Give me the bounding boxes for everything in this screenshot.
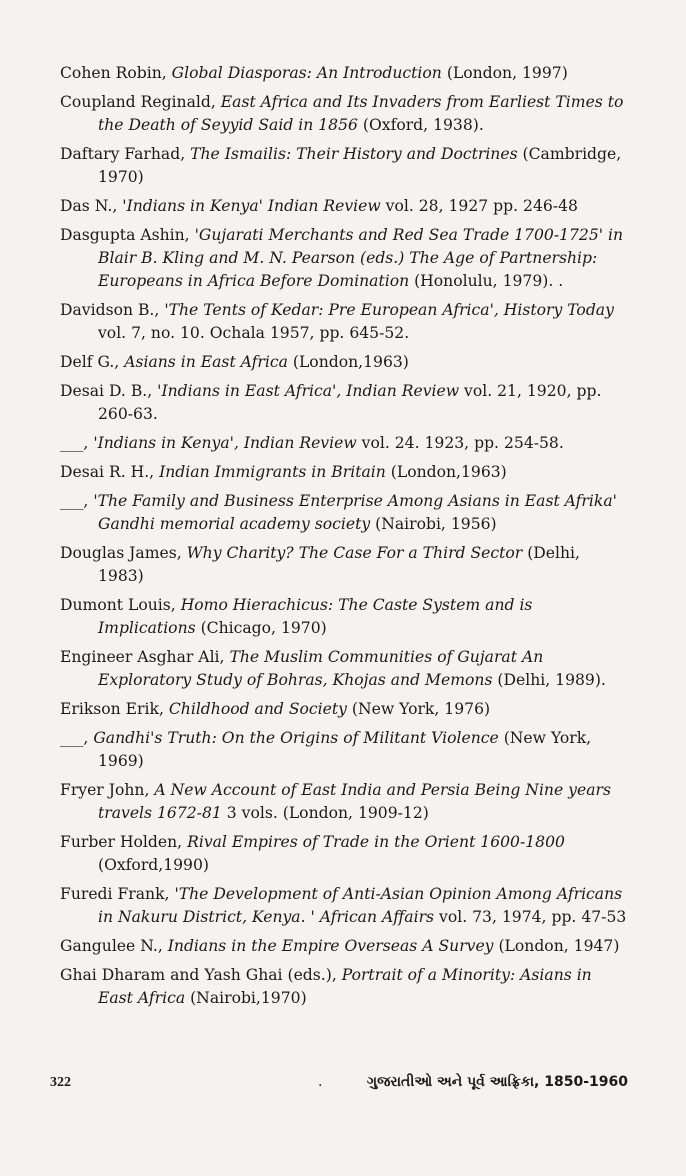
bibliography-entry	[60, 432, 630, 455]
entry-author: Furber Holden,	[60, 833, 188, 851]
entry-publication: (Oxford,1990)	[98, 856, 209, 874]
entry-publication: (Nairobi, 1956)	[370, 515, 497, 533]
entry-publication: vol. 7, no. 10. Ochala 1957, pp. 645-52.	[98, 324, 410, 342]
entry-author: Desai R. H.,	[60, 463, 160, 481]
bibliography-entry	[60, 935, 630, 958]
entry-author: ___,	[60, 434, 94, 452]
page-footer	[50, 1074, 628, 1091]
entry-publication: (Delhi, 1983)	[98, 544, 580, 585]
entry-title: 'The Family and Business Enterprise Among Asians in East Afrika' Gandhi memorial academy society	[93, 492, 617, 533]
entry-publication: (New York, 1976)	[346, 700, 491, 718]
entry-publication: (London,1963)	[287, 353, 409, 371]
entry-title: Portrait of a Minority: Asians in East Africa	[98, 966, 592, 1007]
entry-author: Furedi Frank,	[60, 885, 175, 903]
entry-title: 'Indians in Kenya' Indian Review	[122, 197, 381, 215]
bibliography-list	[60, 62, 630, 1016]
bibliography-entry	[60, 299, 630, 345]
bibliography-entry	[60, 62, 630, 85]
entry-publication: vol. 21, 1920, pp. 260-63.	[98, 382, 602, 423]
bibliography-entry	[60, 195, 630, 218]
entry-title: Childhood and Society	[168, 700, 347, 718]
entry-title: 'The Development of Anti-Asian Opinion Among Africans in Nakuru District, Kenya. ' African Affairs	[98, 885, 623, 926]
running-title: ગુજરાતીઓ અને પૂર્વ આફ્રિકા, 1850-1960	[366, 1074, 628, 1090]
bibliography-entry	[60, 964, 630, 1010]
entry-title: The Ismailis: Their History and Doctrines	[190, 145, 518, 163]
entry-author: Fryer John,	[60, 781, 155, 799]
bibliography-entry	[60, 91, 630, 137]
bibliography-entry	[60, 224, 630, 293]
entry-title: Indians in the Empire Overseas A Survey	[167, 937, 494, 955]
bibliography-entry	[60, 542, 630, 588]
entry-publication: (Oxford, 1938).	[357, 116, 484, 134]
entry-author: Das N.,	[60, 197, 123, 215]
entry-author: Cohen Robin,	[60, 64, 172, 82]
bibliography-entry	[60, 831, 630, 877]
entry-publication: vol. 73, 1974, pp. 47-53	[434, 908, 627, 926]
bibliography-entry	[60, 883, 630, 929]
entry-publication: (Nairobi,1970)	[185, 989, 307, 1007]
entry-title: A New Account of East India and Persia Being Nine years travels 1672-81	[98, 781, 611, 822]
entry-title: Rival Empires of Trade in the Orient 1600-1800	[187, 833, 565, 851]
bibliography-entry	[60, 698, 630, 721]
bibliography-entry	[60, 461, 630, 484]
entry-title: 'Indians in Kenya', Indian Review	[93, 434, 357, 452]
entry-title: Asians in East Africa	[124, 353, 288, 371]
entry-author: Gangulee N.,	[60, 937, 168, 955]
entry-title: 'The Tents of Kedar: Pre European Africa', History Today	[164, 301, 614, 319]
entry-publication: (New York, 1969)	[98, 729, 592, 770]
bibliography-entry	[60, 779, 630, 825]
entry-title: Homo Hierachicus: The Caste System and is Implications	[98, 596, 533, 637]
bibliography-entry	[60, 351, 630, 374]
entry-publication: (London,1963)	[385, 463, 507, 481]
bibliography-entry	[60, 490, 630, 536]
bibliography-entry	[60, 380, 630, 426]
entry-author: Desai D. B.,	[60, 382, 158, 400]
entry-author: Davidson B.,	[60, 301, 165, 319]
entry-publication: vol. 28, 1927 pp. 246-48	[380, 197, 578, 215]
entry-publication: (London, 1997)	[441, 64, 568, 82]
entry-publication: (Chicago, 1970)	[195, 619, 327, 637]
footer-dot: .	[318, 1074, 323, 1090]
entry-publication: (Cambridge, 1970)	[98, 145, 622, 186]
entry-title: The Muslim Communities of Gujarat An Exploratory Study of Bohras, Khojas and Memons	[98, 648, 544, 689]
entry-publication: (London, 1947)	[493, 937, 620, 955]
entry-title: Gandhi's Truth: On the Origins of Militant Violence	[93, 729, 499, 747]
entry-author: Ghai Dharam and Yash Ghai (eds.),	[60, 966, 342, 984]
entry-author: Engineer Asghar Ali,	[60, 648, 230, 666]
entry-title: Global Diasporas: An Introduction	[171, 64, 442, 82]
bibliography-entry	[60, 594, 630, 640]
entry-publication: (Honolulu, 1979). .	[409, 272, 564, 290]
entry-author: Delf G.,	[60, 353, 125, 371]
entry-author: ___,	[60, 492, 94, 510]
bibliography-entry	[60, 143, 630, 189]
page-number: 322	[50, 1075, 71, 1090]
entry-author: Erikson Erik,	[60, 700, 169, 718]
entry-title: 'Indians in East Africa', Indian Review	[157, 382, 460, 400]
entry-publication: (Delhi, 1989).	[492, 671, 606, 689]
entry-title: Indian Immigrants in Britain	[159, 463, 386, 481]
entry-author: ___,	[60, 729, 94, 747]
entry-author: Daftary Farhad,	[60, 145, 191, 163]
entry-title: 'Gujarati Merchants and Red Sea Trade 1700-1725' in Blair B. Kling and M. N. Pearson (eds.) The Age of Partnership: Europeans in Africa Before Domination	[98, 226, 624, 290]
bibliography-entry	[60, 727, 630, 773]
entry-title: Why Charity? The Case For a Third Sector	[186, 544, 523, 562]
entry-author: Douglas James,	[60, 544, 187, 562]
bibliography-entry	[60, 646, 630, 692]
entry-publication: 3 vols. (London, 1909-12)	[221, 804, 429, 822]
entry-publication: vol. 24. 1923, pp. 254-58.	[356, 434, 564, 452]
entry-author: Dumont Louis,	[60, 596, 181, 614]
entry-author: Coupland Reginald,	[60, 93, 221, 111]
entry-title: East Africa and Its Invaders from Earliest Times to the Death of Seyyid Said in 1856	[98, 93, 624, 134]
entry-author: Dasgupta Ashin,	[60, 226, 195, 244]
